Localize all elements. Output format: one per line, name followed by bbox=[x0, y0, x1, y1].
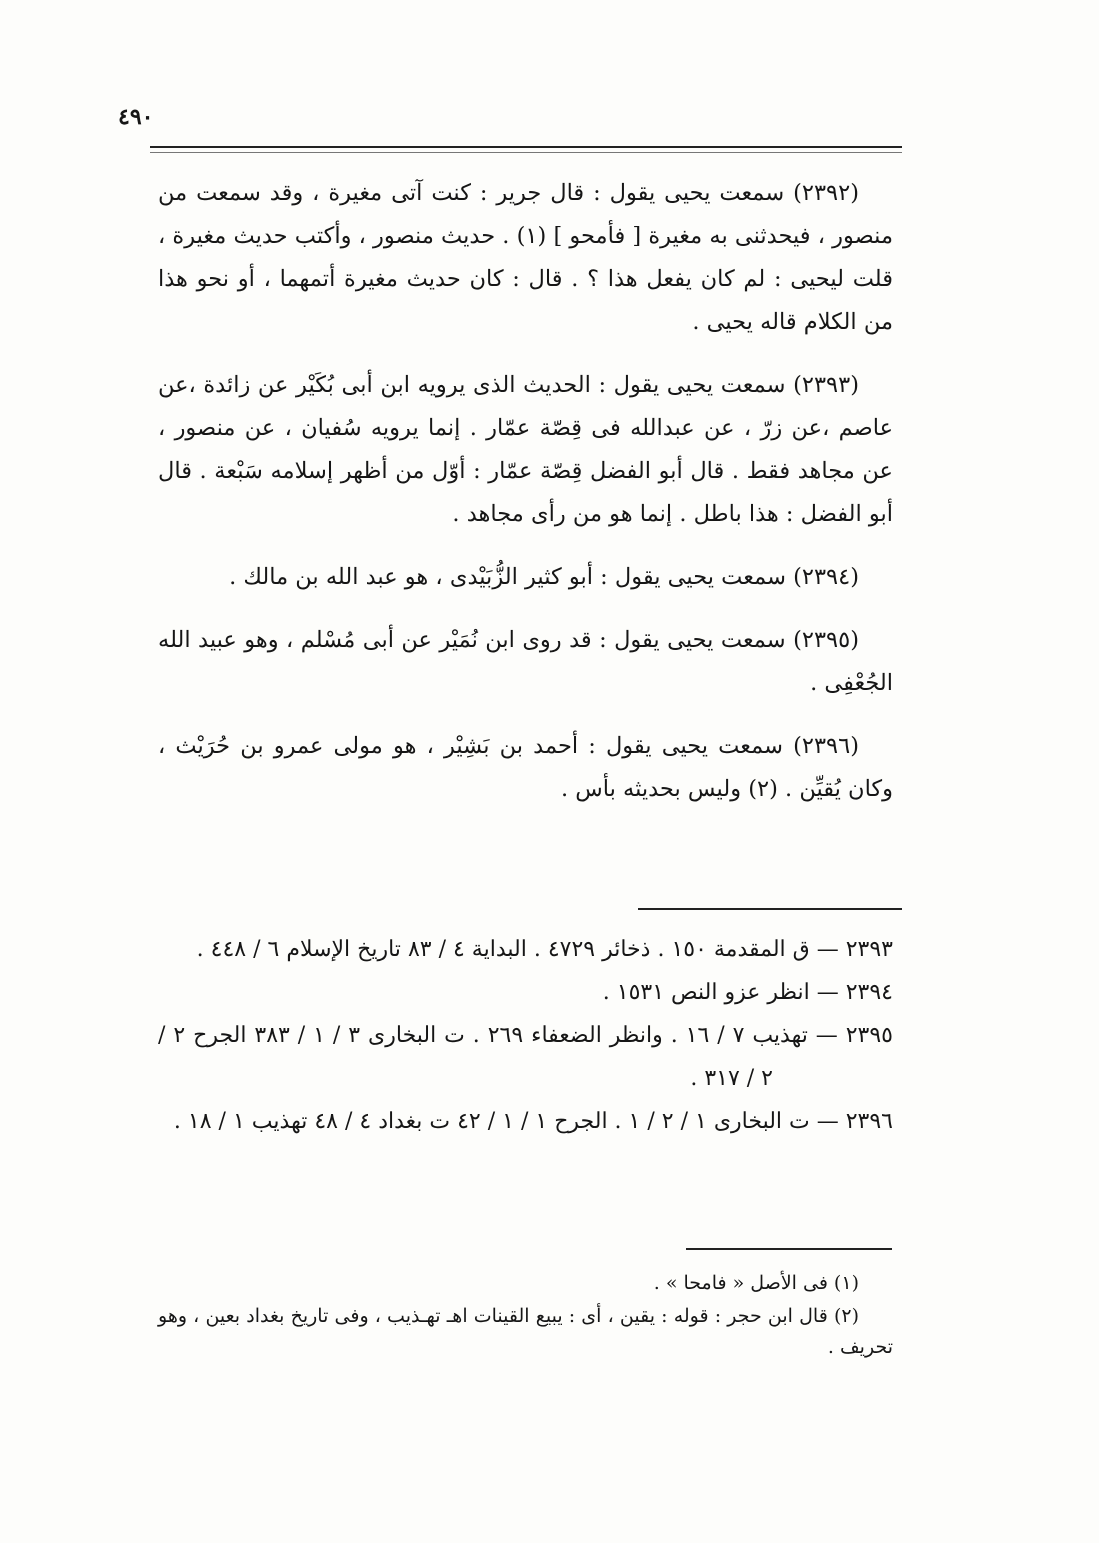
reference-2396: ٢٣٩٦ — ت البخارى ١ / ٢ / ١ . الجرح ١ / ١ / ٤٢ ت بغداد ٤ / ٤٨ تهذيب ١ / ١٨ . bbox=[173, 1109, 893, 1134]
main-text bbox=[158, 172, 893, 831]
entry-2392: (٢٣٩٢) سمعت يحيى يقول : قال جرير : كنت آتى مغيرة ، وقد سمعت من منصور ، فيحدثنى به مغيرة [ فأمحو ] (١) . حديث منصور ، وأكتب حديث مغيرة ، قلت ليحيى : لم كان يفعل هذا ؟ . قال : كان حديث مغيرة أتمهما ، أو نحو هذا من الكلام قاله يحيى . bbox=[158, 180, 893, 335]
reference-2393: ٢٣٩٣ — ق المقدمة ١٥٠ . ذخائر ٤٧٢٩ . البداية ٤ / ٨٣ تاريخ الإسلام ٦ / ٤٤٨ . bbox=[196, 937, 893, 962]
entry-2396: (٢٣٩٦) سمعت يحيى يقول : أحمد بن بَشِيْر ، هو مولى عمرو بن حُرَيْث ، وكان يُقيِّن . (٢) وليس بحديثه بأس . bbox=[158, 733, 893, 802]
page-number: ٤٩٠ bbox=[118, 104, 154, 130]
header-rule bbox=[150, 146, 902, 148]
footnotes-separator bbox=[686, 1248, 892, 1250]
entry-2393: (٢٣٩٣) سمعت يحيى يقول : الحديث الذى يرويه ابن أبى بُكَيْر عن زائدة ،عن عاصم ،عن زرّ ، عن عبدالله فى قِصّة عمّار . إنما يرويه سُفيان ، عن منصور ، عن مجاهد فقط . قال أبو الفضل قِصّة عمّار : أوّل من أظهر إسلامه سَبْعة . قال أبو الفضل : هذا باطل . إنما هو من رأى مجاهد . bbox=[158, 372, 893, 527]
entry-2395: (٢٣٩٥) سمعت يحيى يقول : قد روى ابن نُمَيْر عن أبى مُسْلم ، وهو عبيد الله الجُعْفِى . bbox=[158, 627, 893, 696]
footnote-2: (٢) قال ابن حجر : قوله : يقين ، أى : يبيع القينات اهـ تهـذيب ، وفى تاريخ بغداد بعين ، وهو تحريف . bbox=[158, 1305, 893, 1358]
footnotes bbox=[158, 1268, 893, 1365]
reference-2395: ٢٣٩٥ — تهذيب ٧ / ١٦ . وانظر الضعفاء ٢٦٩ . ت البخارى ٣ / ١ / ٣٨٣ الجرح ٢ / ٢ / ٣١٧ . bbox=[158, 1023, 893, 1091]
references bbox=[158, 928, 893, 1143]
references-separator bbox=[638, 908, 902, 910]
entry-2394: (٢٣٩٤) سمعت يحيى يقول : أبو كثير الزُّبَيْدى ، هو عبد الله بن مالك . bbox=[229, 564, 859, 590]
reference-2394: ٢٣٩٤ — انظر عزو النص ١٥٣١ . bbox=[602, 980, 893, 1005]
footnote-1: (١) فى الأصل « فامحا » . bbox=[653, 1272, 859, 1294]
